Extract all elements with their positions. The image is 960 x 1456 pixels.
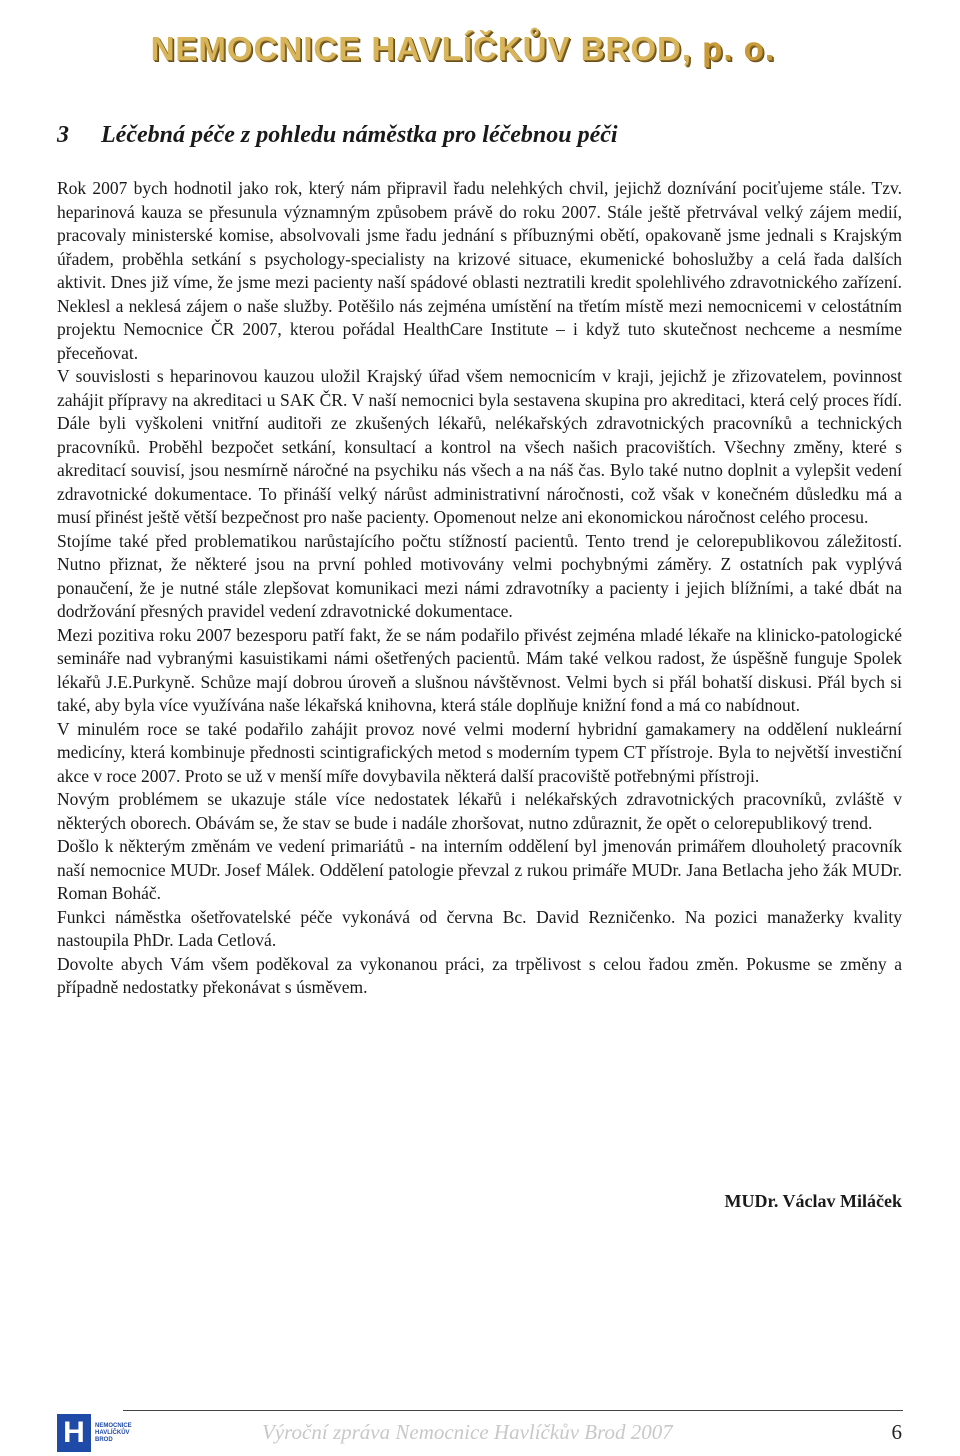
section-number: 3 <box>57 122 69 148</box>
footer-title: Výroční zpráva Nemocnice Havlíčkův Brod 2007 <box>262 1420 673 1444</box>
signature: MUDr. Václav Miláček <box>724 1191 902 1211</box>
hospital-banner <box>151 30 775 68</box>
section-heading <box>57 122 907 149</box>
banner-suffix: p. o. <box>692 30 775 67</box>
paragraph: Dovolte abych Vám všem poděkoval za vykonanou práci, za trpělivost s celou řadou změn. Pokusme se změny a případně nedostatky překonávat s úsměvem. <box>57 953 902 997</box>
logo-letter: H <box>57 1414 91 1452</box>
footer-divider <box>123 1410 903 1411</box>
logo-line: BROD <box>95 1436 113 1443</box>
logo-wordmark <box>95 1423 135 1444</box>
article-body <box>57 177 902 1000</box>
paragraph: V minulém roce se také podařilo zahájit provoz nové velmi moderní hybridní gamakamery na oddělení nukleární medicíny, která kombinuje přednosti scintigrafických metod s moderním typem CT přístroje. Byla to největší investiční akce v roce 2007. Proto se už v menší míře dovybavila některá další pracoviště potřebnými přístroji. <box>57 718 902 786</box>
paragraph: Stojíme také před problematikou narůstajícího počtu stížností pacientů. Tento trend je celorepublikovou záležitostí. Nutno přiznat, že některé jsou na první pohled motivovány velmi pochybnými záměry. Z ostatních pak vyplývá ponaučení, že je nutné stále zlepšovat komunikaci mezi námi zdravotníky a pacienty i jejich blížními, a také dbát na dodržování přesných pravidel vedení zdravotnické dokumentace. <box>57 530 902 621</box>
paragraph: Mezi pozitiva roku 2007 bezesporu patří fakt, že se nám podařilo přivést zejména mladé lékaře na klinicko-patologické semináře nad vybranými kasuistikami námi ošetřených pacientů. Mám také velkou radost, že úspěšně funguje Spolek lékařů J.E.Purkyně. Schůze mají dobrou úroveň a slušnou návštěvnost. Velmi bych si přál bohatší diskusi. Přál bych si také, aby byla více využívána naše lékařská knihovna, která stále doplňuje knižní fond a má co nabídnout. <box>57 624 902 715</box>
logo-line: HAVLÍČKŮV <box>95 1429 130 1436</box>
logo-line: NEMOCNICE <box>95 1422 132 1429</box>
page-number: 6 <box>891 1420 902 1444</box>
paragraph: Novým problémem se ukazuje stále více nedostatek lékařů i nelékařských zdravotnických pracovníků, zvláště v některých oborech. Obávám se, že stav se bude i nadále zhoršovat, nutno zdůraznit, že opět o celorepublikový trend. <box>57 789 902 833</box>
paragraph: V souvislosti s heparinovou kauzou uložil Krajský úřad všem nemocnicím v kraji, jejichž je zřizovatelem, povinnost zahájit přípravy na akreditaci u SAK ČR. V naší nemocnici byla sestavena skupina pro akreditaci, která celý proces řídí. Dále byli vyškoleni vnitřní auditoři ze zkušených lékařů, nelékařských zdravotnických pracovníků a technických pracovníků. Proběhl bezpočet setkání, konsultací a kontrol na všech našich pracovištích. Všechny změny, které s akreditací souvisí, jsou nesmírně náročné na psychiku nás všech a na náš čas. Bylo také nutno doplnit a vylepšit vedení zdravotnické dokumentace. To přináší velký nárůst administrativní náročnosti, což však v konečném důsledku má a musí přinést ještě větší bezpečnost pro naše pacienty. Opomenout nelze ani ekonomickou náročnost celého procesu. <box>57 366 902 527</box>
hospital-logo <box>57 1413 137 1453</box>
paragraph: Došlo k některým změnám ve vedení primariátů - na interním oddělení byl jmenován primářem dlouholetý pracovník naší nemocnice MUDr. Josef Málek. Oddělení patologie převzal z rukou primáře MUDr. Jana Betlacha jeho žák MUDr. Roman Boháč. <box>57 836 902 903</box>
paragraph: Rok 2007 bych hodnotil jako rok, který nám připravil řadu nelehkých chvil, jejichž doznívání pociťujeme stále. Tzv. heparinová kauza se přesunula významným způsobem právě do roku 2007. Stále ještě přetrvával velký zájem medií, pracovaly ministerské komise, absolvovali jsme řadu jednání s příbuznými obětí, opakovaně jsme jednali s Krajským úřadem, proběhla setkání s psychology-specialisty na krizové situace, ekumenické bohoslužby a celá řada dalších aktivit. Dnes již víme, že jsme mezi pacienty naší spádové oblasti neztratili kredit spolehlivého zdravotnického zařízení. Neklesl a neklesá zájem o naše služby. Potěšilo nás zejména umístění na třetím místě mezi nemocnicemi v celostátním projektu Nemocnice ČR 2007, kterou pořádal HealthCare Institute – i když tuto skutečnost nechceme a nesmíme přeceňovat. <box>57 178 902 363</box>
paragraph: Funkci náměstka ošetřovatelské péče vykonává od června Bc. David Rezničenko. Na pozici manažerky kvality nastoupila PhDr. Lada Cetlová. <box>57 906 902 950</box>
section-title: Léčebná péče z pohledu náměstka pro léčebnou péči <box>101 122 618 148</box>
banner-text: NEMOCNICE HAVLÍČKŮV BROD, <box>150 30 692 67</box>
